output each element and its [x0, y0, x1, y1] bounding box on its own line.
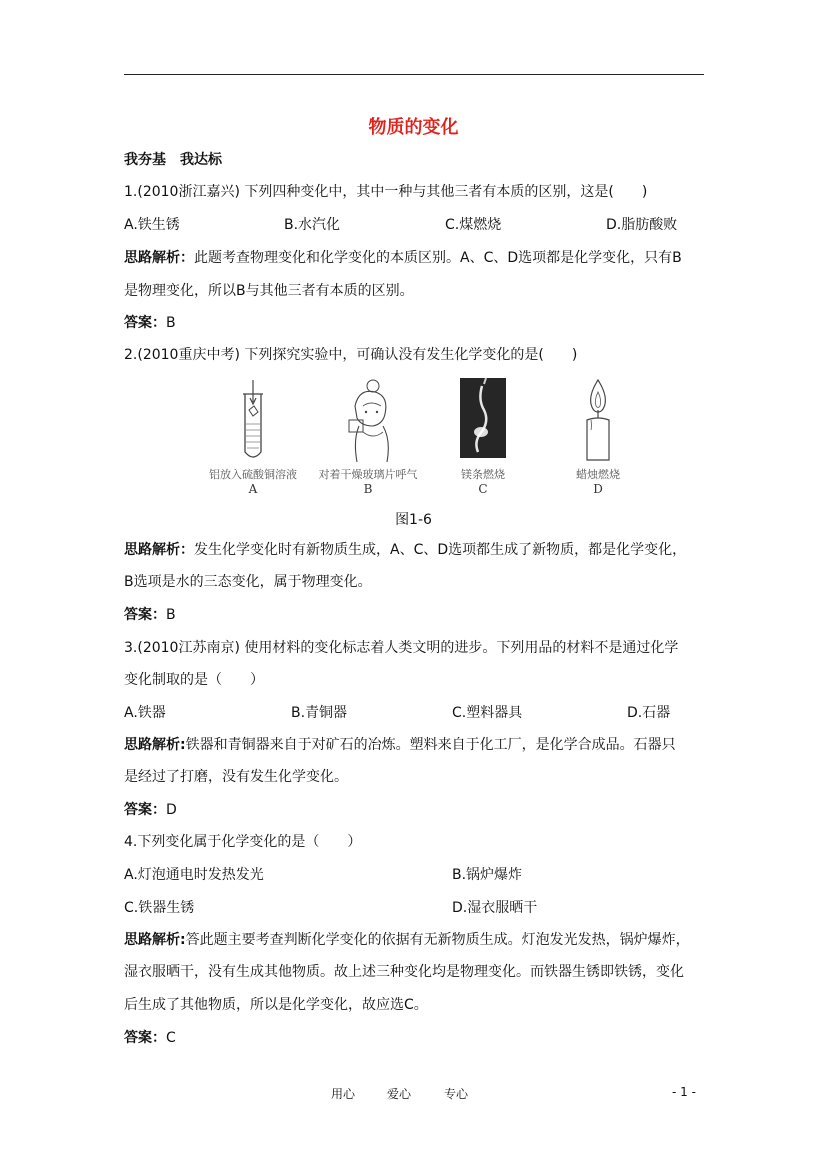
q1-stem: 1.(2010浙江嘉兴) 下列四种变化中，其中一种与其他三者有本质的区别，这是( )	[124, 184, 648, 200]
q1-analysis-label: 思路解析：	[124, 250, 194, 266]
q3-answer	[124, 800, 177, 820]
q3-option-c: C.塑料器具	[452, 705, 523, 721]
footer-motto-1: 用心	[331, 1087, 356, 1101]
girl-breathing-illustration	[333, 376, 403, 464]
figure-caption-d: 蜡烛燃烧	[576, 468, 620, 481]
q4-option-d: D.湿衣服晒干	[452, 900, 538, 916]
figure-item-d	[543, 376, 653, 496]
q3-stem-line-1: 3.(2010江苏南京) 使用材料的变化标志着人类文明的进步。下列用品的材料不是通过化学	[124, 640, 679, 656]
q4-analysis-line-1	[124, 930, 690, 950]
q4-analysis-line-2: 湿衣服晒干，没有生成其他物质。故上述三种变化均是物理变化。而铁器生锈即铁锈，变化	[124, 964, 684, 980]
q4-option-a: A.灯泡通电时发热发光	[124, 867, 264, 883]
q3-option-a: A.铁器	[124, 705, 166, 721]
figure-letter-b: B	[363, 482, 373, 496]
candle-illustration	[563, 376, 633, 464]
q3-answer-value: D	[166, 802, 177, 818]
section-heading: 我夯基 我达标	[124, 152, 222, 168]
q2-answer-label: 答案：	[124, 607, 166, 623]
page-title: 物质的变化	[368, 117, 459, 138]
q4-analysis-text-1: 答此题主要考查判断化学变化的依据有无新物质生成。灯泡发光发热，锅炉爆炸，	[185, 932, 690, 948]
q2-stem: 2.(2010重庆中考) 下列探究实验中，可确认没有发生化学变化的是( )	[124, 347, 578, 363]
figure-caption-a: 铝放入硫酸铜溶液	[209, 468, 297, 481]
figure-item-a	[198, 376, 308, 496]
q2-analysis-line-2: B选项是水的三态变化，属于物理变化。	[124, 574, 372, 590]
magnesium-burning-photo	[448, 376, 518, 464]
q1-option-a: A.铁生锈	[124, 217, 180, 233]
q4-answer	[124, 1028, 176, 1048]
figure-caption-b: 对着干燥玻璃片呼气	[318, 468, 418, 481]
q1-option-d: D.脂肪酸败	[606, 217, 678, 233]
q1-option-c: C.煤燃烧	[445, 217, 502, 233]
figure-item-c	[428, 376, 538, 496]
q4-answer-label: 答案：	[124, 1030, 166, 1046]
q4-analysis-label: 思路解析:	[124, 932, 186, 948]
q1-answer-value: B	[166, 315, 176, 331]
q1-analysis-line-1	[124, 248, 682, 268]
q2-answer	[124, 605, 176, 625]
test-tube-illustration	[218, 376, 288, 464]
q2-analysis-line-1	[124, 540, 686, 560]
q1-analysis-text-1: 此题考查物理变化和化学变化的本质区别。A、C、D选项都是化学变化，只有B	[194, 250, 682, 266]
q3-option-b: B.青铜器	[291, 705, 348, 721]
footer-motto-2: 爱心	[387, 1087, 412, 1101]
figure-letter-a: A	[248, 482, 258, 496]
figure-title: 图1-6	[395, 512, 432, 528]
footer-motto-3: 专心	[444, 1087, 469, 1101]
q3-answer-label: 答案：	[124, 802, 166, 818]
q3-option-d: D.石器	[627, 705, 671, 721]
q4-option-c: C.铁器生锈	[124, 900, 195, 916]
q2-analysis-label: 思路解析：	[124, 542, 194, 558]
q1-answer-label: 答案：	[124, 315, 166, 331]
q2-answer-value: B	[166, 607, 176, 623]
q1-option-b: B.水汽化	[284, 217, 341, 233]
q1-analysis-line-2: 是物理变化，所以B与其他三者有本质的区别。	[124, 283, 414, 299]
page-number: - 1 -	[672, 1085, 696, 1099]
q1-answer	[124, 313, 176, 333]
q4-analysis-line-3: 后生成了其他物质，所以是化学变化，故应选C。	[124, 997, 428, 1013]
experiment-figure	[198, 376, 628, 496]
q2-analysis-text-1: 发生化学变化时有新物质生成，A、C、D选项都生成了新物质，都是化学变化，	[194, 542, 687, 558]
q4-answer-value: C	[166, 1030, 176, 1046]
q3-analysis-line-1	[124, 735, 676, 755]
figure-letter-d: D	[593, 482, 603, 496]
q3-analysis-text-1: 铁器和青铜器来自于对矿石的冶炼。塑料来自于化工厂，是化学合成品。石器只	[185, 737, 676, 753]
header-rule	[124, 74, 704, 75]
q4-stem: 4.下列变化属于化学变化的是（ ）	[124, 834, 362, 850]
figure-letter-c: C	[478, 482, 488, 496]
q3-stem-line-2: 变化制取的是（ ）	[124, 672, 264, 688]
q3-analysis-line-2: 是经过了打磨，没有发生化学变化。	[124, 769, 348, 785]
figure-item-b	[313, 376, 423, 496]
figure-caption-c: 镁条燃烧	[461, 468, 505, 481]
q3-analysis-label: 思路解析:	[124, 737, 186, 753]
q4-option-b: B.锅炉爆炸	[452, 867, 523, 883]
